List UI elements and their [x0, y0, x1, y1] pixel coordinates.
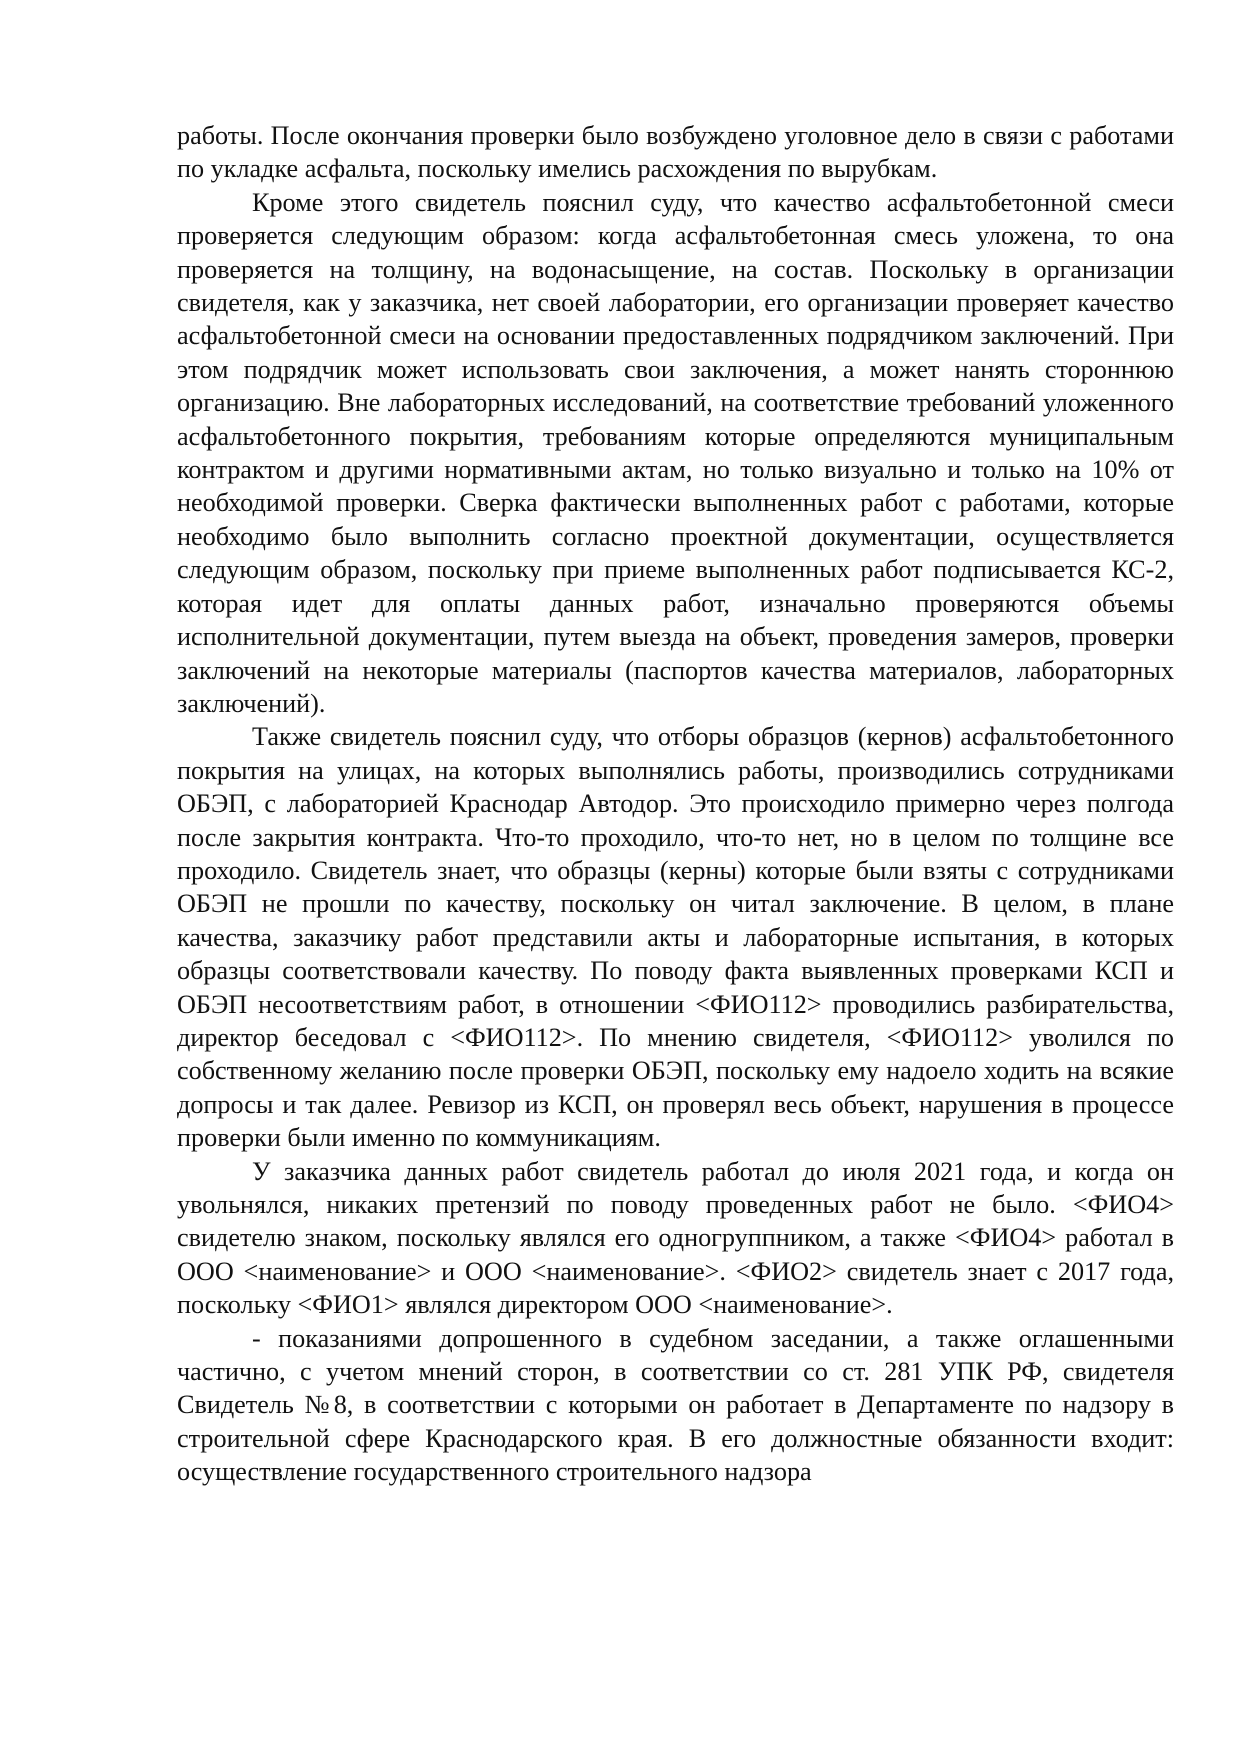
- paragraph-continuation: работы. После окончания проверки было возбуждено уголовное дело в связи с работами по укладке асфальта, поскольку имелись расхождения по вырубкам.: [177, 121, 1174, 184]
- document-body: [177, 119, 1174, 1489]
- paragraph-core-samples: Также свидетель пояснил суду, что отборы образцов (кернов) асфальтобетонного покрытия на улицах, на которых выполнялись работы, производились сотрудниками ОБЭП, с лабораторией Краснодар Автодор. Это происходило примерно через полгода после закрытия контракта. Что-то проходило, что-то нет, но в целом по толщине все проходило. Свидетель знает, что образцы (керны) которые были взяты с сотрудниками ОБЭП не прошли по качеству, поскольку он читал заключение. В целом, в плане качества, заказчику работ представили акты и лабораторные испытания, в которых образцы соответствовали качеству. По поводу факта выявленных проверками КСП и ОБЭП несоответствиям работ, в отношении <ФИО112> проводились разбирательства, директор беседовал с <ФИО112>. По мнению свидетеля, <ФИО112> уволился по собственному желанию после проверки ОБЭП, поскольку ему надоело ходить на всякие допросы и так далее. Ревизор из КСП, он проверял весь объект, нарушения в процессе проверки были именно по коммуникациям.: [177, 722, 1174, 1153]
- paragraph-employment: У заказчика данных работ свидетель работал до июля 2021 года, и когда он увольнялся, никаких претензий по поводу проведенных работ не было. <ФИО4> свидетелю знаком, поскольку являлся его одногруппником, а также <ФИО4> работал в ООО <наименование> и ООО <наименование>. <ФИО2> свидетель знает с 2017 года, поскольку <ФИО1> являлся директором ООО <наименование>.: [177, 1156, 1174, 1320]
- paragraph-asphalt-quality: Кроме этого свидетель пояснил суду, что качество асфальтобетонной смеси проверяется следующим образом: когда асфальтобетонная смесь уложена, то она проверяется на толщину, на водонасыщение, на состав. Поскольку в организации свидетеля, как у заказчика, нет своей лаборатории, его организации проверяет качество асфальтобетонной смеси на основании предоставленных подрядчиком заключений. При этом подрядчик может использовать свои заключения, а может нанять стороннюю организацию. Вне лабораторных исследований, на соответствие требований уложенного асфальтобетонного покрытия, требованиям которые определяются муниципальным контрактом и другими нормативными актам, но только визуально и только на 10% от необходимой проверки. Сверка фактически выполненных работ с работами, которые необходимо было выполнить согласно проектной документации, осуществляется следующим образом, поскольку при приеме выполненных работ подписывается КС-2, которая идет для оплаты данных работ, изначально проверяются объемы исполнительной документации, путем выезда на объект, проведения замеров, проверки заключений на некоторые материалы (паспортов качества материалов, лабораторных заключений).: [177, 187, 1174, 718]
- paragraph-witness-8: - показаниями допрошенного в судебном заседании, а также оглашенными частично, с учетом мнений сторон, в соответствии со ст. 281 УПК РФ, свидетеля Свидетель №8, в соответствии с которыми он работает в Департаменте по надзору в строительной сфере Краснодарского края. В его должностные обязанности входит: осуществление государственного строительного надзора: [177, 1323, 1174, 1487]
